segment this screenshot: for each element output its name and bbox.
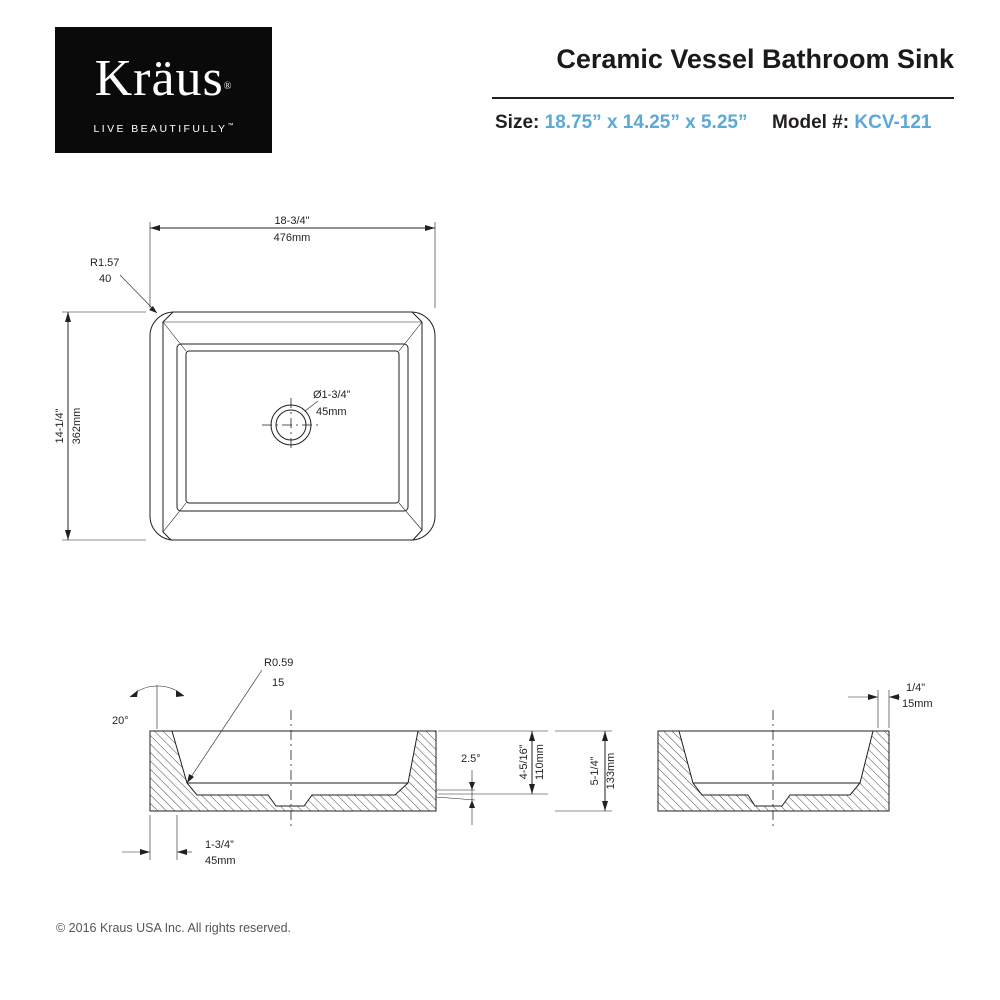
sink-outline — [150, 312, 435, 540]
page-title: Ceramic Vessel Bathroom Sink — [556, 44, 954, 74]
inner-radius-metric: 15 — [272, 677, 285, 689]
height-imperial: 5-1/4” — [589, 756, 601, 786]
registered-mark: ® — [223, 81, 233, 92]
logo-tagline: LIVE BEAUTIFULLY — [93, 123, 228, 135]
width-imperial: 18-3/4" — [274, 215, 310, 227]
top-view — [54, 215, 435, 540]
basin-rim — [177, 344, 408, 511]
drain-diameter-metric: 45mm — [316, 406, 347, 418]
logo-wordmark: Kräus — [94, 50, 224, 107]
bowl-depth-metric: 110mm — [534, 744, 546, 780]
rim-thickness-metric: 15mm — [902, 698, 933, 710]
model-label: Model #: — [772, 112, 850, 133]
side-section-view — [658, 682, 933, 830]
bowl-depth-imperial: 4-5/16” — [518, 744, 530, 780]
size-value: 18.75” x 14.25” x 5.25” — [544, 112, 748, 133]
basin-floor — [186, 351, 399, 503]
corner-radius-imperial: R1.57 — [90, 257, 120, 269]
depth-imperial: 14-1/4" — [54, 408, 66, 444]
trademark-mark: ™ — [227, 123, 234, 129]
wall-angle: 20° — [112, 715, 129, 727]
wall-thickness-imperial: 1-3/4” — [205, 839, 234, 851]
side-section-hatch — [658, 731, 889, 811]
height-metric: 133mm — [605, 752, 617, 790]
floor-slope: 2.5° — [461, 753, 481, 765]
drain-diameter-imperial: Ø1-3/4” — [313, 389, 351, 401]
corner-radius-metric: 40 — [99, 273, 112, 285]
inner-radius-imperial: R0.59 — [264, 657, 294, 669]
wall-thickness-metric: 45mm — [205, 855, 236, 867]
copyright-notice: © 2016 Kraus USA Inc. All rights reserved. — [56, 921, 292, 935]
depth-metric: 362mm — [71, 407, 83, 445]
width-metric: 476mm — [273, 232, 311, 244]
rim-thickness-imperial: 1/4" — [906, 682, 926, 694]
model-value: KCV-121 — [854, 112, 932, 133]
front-section-view — [112, 657, 617, 867]
front-section-hatch — [150, 731, 436, 811]
size-label: Size: — [495, 112, 540, 133]
